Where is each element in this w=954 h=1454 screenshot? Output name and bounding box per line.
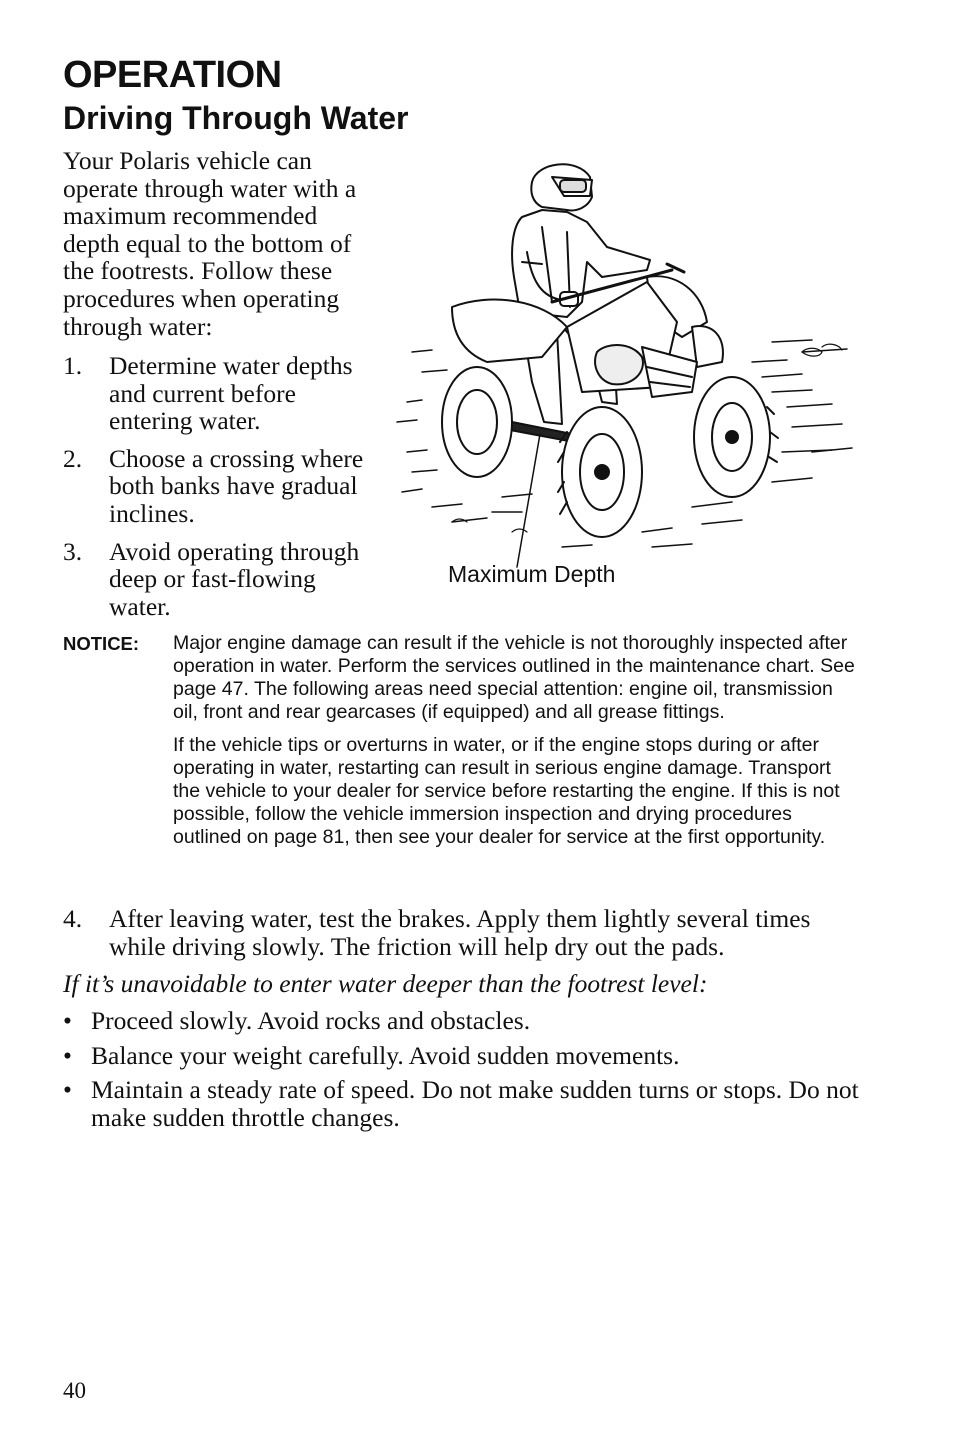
list-item xyxy=(63,1042,863,1070)
step-text: Avoid operating through deep or fast-flowing water. xyxy=(109,536,360,621)
page-number: 40 xyxy=(63,1378,86,1403)
step-number: 2. xyxy=(63,443,83,473)
atv-rider-in-water-illustration xyxy=(392,152,862,592)
bullet-text: Proceed slowly. Avoid rocks and obstacles. xyxy=(91,1006,531,1035)
list-item xyxy=(63,1007,863,1035)
step-3 xyxy=(63,538,383,621)
bullet-text: Maintain a steady rate of speed. Do not make sudden turns or stops. Do not make sudden throttle changes. xyxy=(91,1075,859,1132)
bullet-icon: • xyxy=(63,1040,72,1070)
step-4 xyxy=(63,905,863,960)
subsection-title: Driving Through Water xyxy=(63,100,409,136)
intro-paragraph: Your Polaris vehicle can operate through water with a maximum recommended depth equal to the bottom of the footrests. Follow these procedures when operating through water: xyxy=(63,146,357,341)
step-number: 4. xyxy=(63,904,83,933)
step-2 xyxy=(63,445,383,528)
notice-body xyxy=(173,632,863,849)
step-number: 1. xyxy=(63,351,83,380)
procedure-steps xyxy=(63,352,383,630)
notice-paragraph: Major engine damage can result if the vehicle is not thoroughly inspected after operation in water. Perform the services outlined in the maintenance chart. See page 47. The following areas need special attention: engine oil, transmission oil, front and rear gearcases (if equipped) and all grease fittings. xyxy=(173,632,855,723)
step-1 xyxy=(63,352,383,435)
step-text: After leaving water, test the brakes. Apply them lightly several times while driving slowly. The friction will help dry out the pads. xyxy=(109,904,811,961)
bullet-icon: • xyxy=(63,1006,72,1035)
figure-callout-label: Maximum Depth xyxy=(448,561,616,587)
step-text: Determine water depths and current before entering water. xyxy=(109,351,353,436)
section-title: OPERATION xyxy=(63,54,282,96)
bullet-icon: • xyxy=(63,1075,72,1105)
list-item xyxy=(63,1076,863,1131)
deep-water-lead: If it’s unavoidable to enter water deeper than the footrest level: xyxy=(63,969,708,998)
notice-block xyxy=(63,632,863,859)
notice-label: NOTICE: xyxy=(63,633,140,654)
deep-water-bullets xyxy=(63,1007,863,1138)
step-number: 3. xyxy=(63,536,83,566)
bullet-text: Balance your weight carefully. Avoid sudden movements. xyxy=(91,1040,680,1070)
step-text: Choose a crossing where both banks have gradual inclines. xyxy=(109,443,364,528)
notice-paragraph: If the vehicle tips or overturns in water, or if the engine stops during or after operating in water, restarting can result in serious engine damage. Transport the vehicle to your dealer for service before restarting the engine. If this is not possible, follow the vehicle immersion inspection and drying procedures outlined on page 81, then see your dealer for service at the first opportunity. xyxy=(173,734,840,848)
